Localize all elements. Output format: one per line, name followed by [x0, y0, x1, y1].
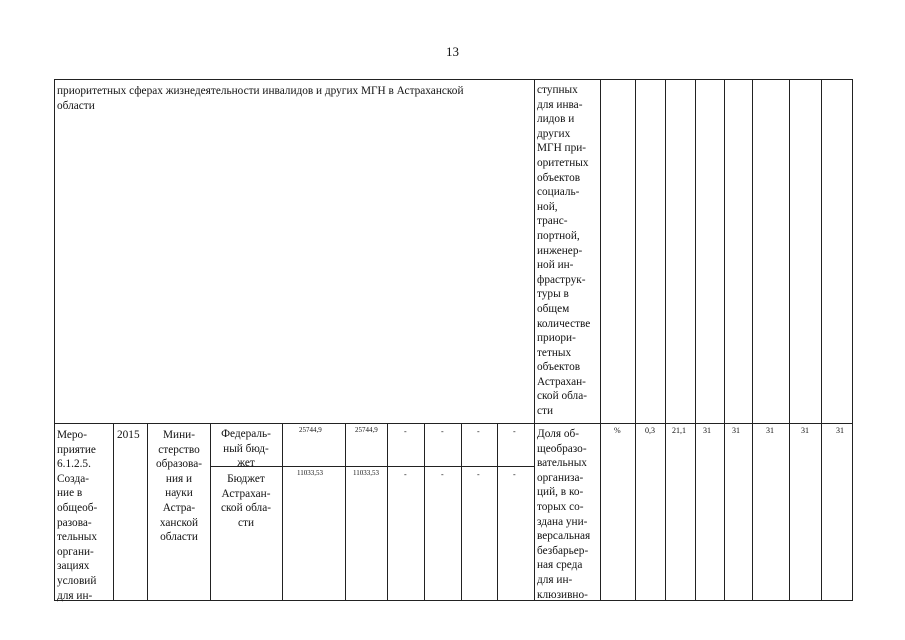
indicator-text-continued: ступных для инва- лидов и других МГН при- оритетных объектов социаль- ной, транс- портной, инженер- ной ин- фраструк- туры в общем количестве приори- тетных объектов Астрахан- ской обла- сти	[537, 84, 591, 418]
dash-cell: -	[404, 470, 407, 479]
dash-cell: -	[404, 427, 407, 436]
indicator-value: 21,1	[672, 426, 686, 435]
unit: %	[614, 426, 621, 435]
column-divider	[635, 79, 636, 601]
column-divider	[534, 79, 535, 601]
table-border-bottom	[54, 600, 853, 601]
column-divider	[210, 423, 211, 601]
row-divider	[54, 423, 853, 424]
column-divider	[345, 423, 346, 601]
column-divider	[461, 423, 462, 601]
column-divider	[282, 423, 283, 601]
column-divider	[600, 79, 601, 601]
column-divider	[752, 79, 753, 601]
column-divider	[695, 79, 696, 601]
measure-name: Меро- приятие 6.1.2.5. Созда- ние в общеоб- разова- тельных органи- зациях условий для ин-	[57, 429, 98, 602]
column-divider	[724, 79, 725, 601]
funding-amount-year: 11033,53	[353, 469, 379, 477]
table-border-right	[852, 79, 853, 601]
indicator-value: 0,3	[645, 426, 655, 435]
dash-cell: -	[513, 427, 516, 436]
dash-cell: -	[513, 470, 516, 479]
dash-cell: -	[441, 470, 444, 479]
dash-cell: -	[477, 427, 480, 436]
funding-amount-year: 25744,9	[355, 426, 378, 434]
column-divider	[387, 423, 388, 601]
indicator-text: Доля об- щеобразо- вательных организа- ций, в ко- торых со- здана уни- версальная безбарьер- ная среда для ин- клюзивно-	[537, 428, 591, 601]
column-divider	[113, 423, 114, 601]
dash-cell: -	[441, 427, 444, 436]
dash-cell: -	[477, 470, 480, 479]
indicator-value: 31	[801, 426, 809, 435]
table-border-left	[54, 79, 55, 601]
indicator-value: 31	[836, 426, 844, 435]
funding-source: Бюджет Астрахан- ской обла- сти	[221, 473, 271, 529]
table-border-top	[54, 79, 853, 80]
funding-amount-total: 11033,53	[297, 469, 323, 477]
year: 2015	[117, 429, 140, 441]
indicator-value: 31	[766, 426, 774, 435]
funding-amount-total: 25744,9	[299, 426, 322, 434]
section-heading: приоритетных сферах жизнедеятельности инвалидов и других МГН в Астраханской области	[57, 85, 464, 112]
page-number: 13	[446, 44, 459, 59]
column-divider	[789, 79, 790, 601]
column-divider	[821, 79, 822, 601]
funding-source: Федераль- ный бюд- жет	[221, 428, 271, 470]
indicator-value: 31	[732, 426, 740, 435]
column-divider	[497, 423, 498, 601]
indicator-value: 31	[703, 426, 711, 435]
column-divider	[147, 423, 148, 601]
column-divider	[424, 423, 425, 601]
column-divider	[665, 79, 666, 601]
executor: Мини- стерство образова- ния и науки Астра- ханской области	[155, 429, 203, 544]
